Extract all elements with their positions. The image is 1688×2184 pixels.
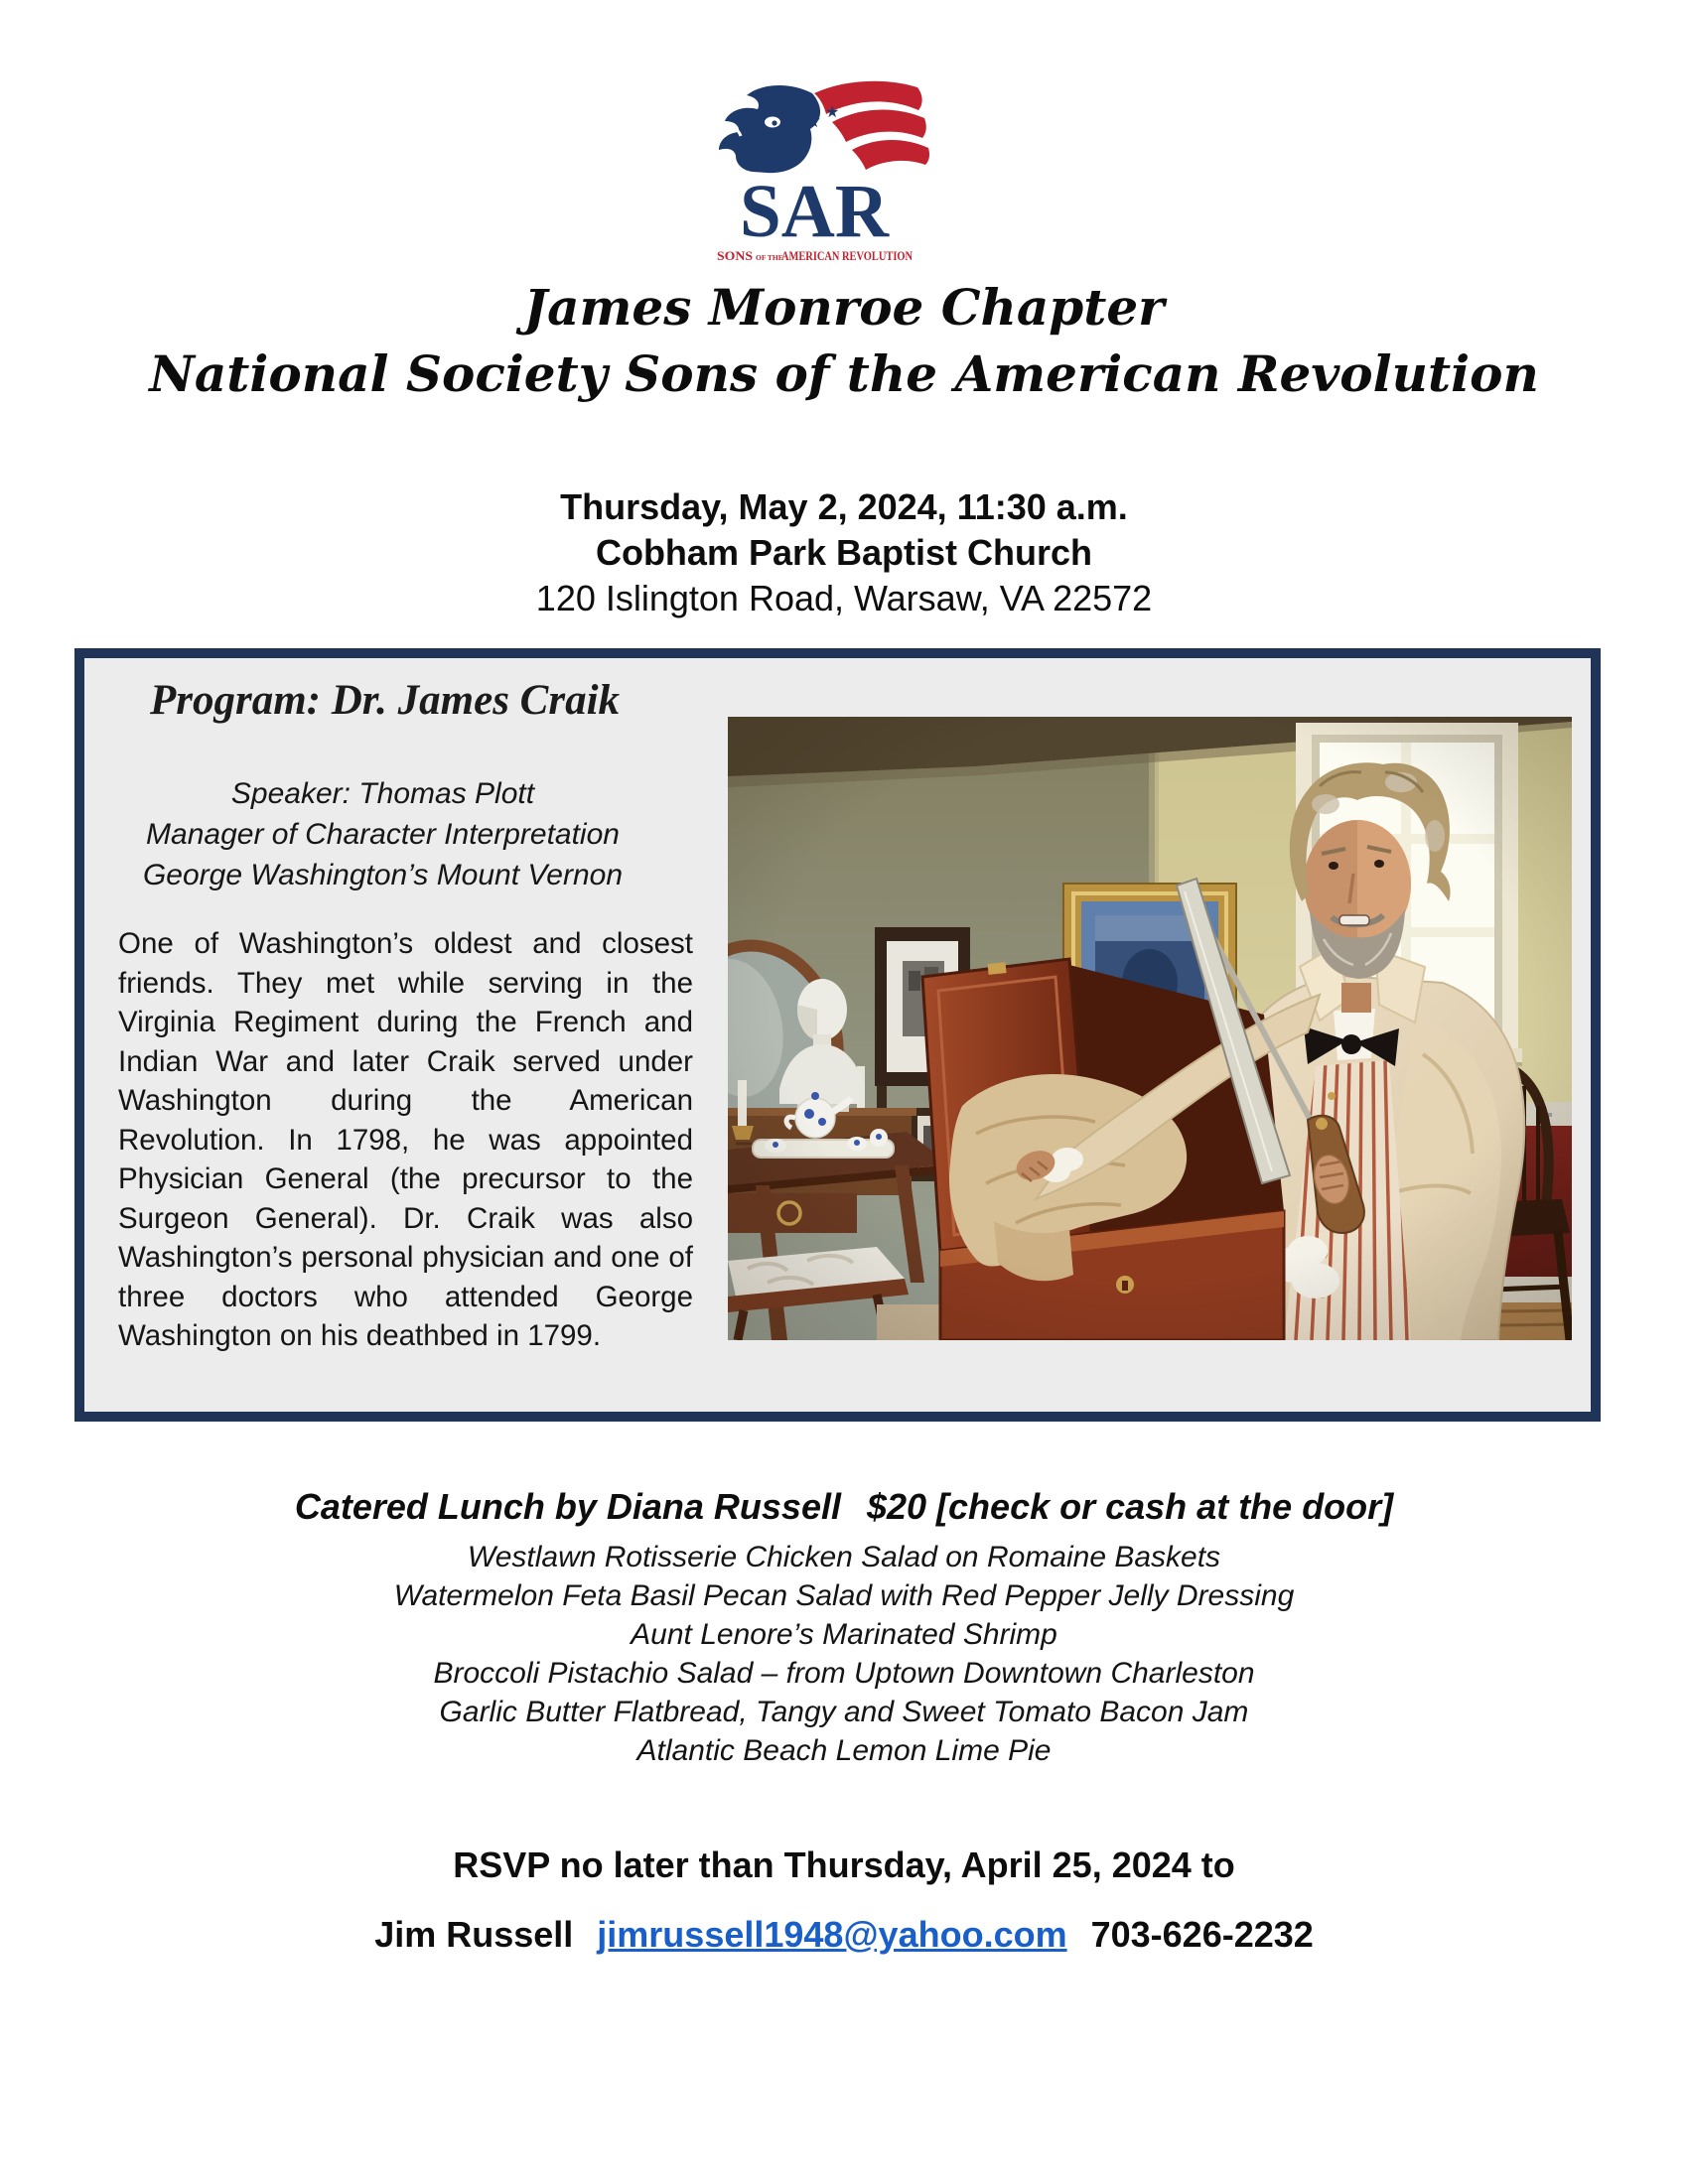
sar-logo — [695, 77, 933, 281]
lunch-title-main: Catered Lunch by Diana Russell — [294, 1486, 841, 1527]
menu-item: Garlic Butter Flatbread, Tangy and Sweet Tomato Bacon Jam — [439, 1696, 1249, 1728]
event-address: 120 Islington Road, Warsaw, VA 22572 — [535, 578, 1153, 618]
menu-item: Broccoli Pistachio Salad – from Uptown Downtown Charleston — [433, 1657, 1255, 1690]
contact-name: Jim Russell — [374, 1914, 574, 1955]
speaker-block — [112, 773, 653, 895]
flag-stripes-icon — [814, 81, 929, 170]
chapter-title-block — [0, 274, 1688, 407]
program-description: One of Washington’s oldest and closest friends. They met while serving in the Virginia Regiment during the French and Indian War and later Craik served under Washington during the American Revolution. In 1798, he was appointed Physician General (the precursor to the Surgeon General). Dr. Craik was also Washington’s personal physician and one of three doctors who attended George Washington on his deathbed in 1799. — [118, 927, 693, 1352]
event-datetime: Thursday, May 2, 2024, 11:30 a.m. — [560, 486, 1128, 527]
lunch-menu — [0, 1538, 1688, 1770]
speaker-role: Manager of Character Interpretation — [146, 818, 620, 851]
sar-logo-graphic — [695, 77, 933, 281]
logo-tagline-prefix: SONS — [717, 248, 753, 263]
speaker-org: George Washington’s Mount Vernon — [142, 859, 624, 891]
menu-item: Watermelon Feta Basil Pecan Salad with Red Pepper Jelly Dressing — [393, 1579, 1295, 1612]
menu-item: Atlantic Beach Lemon Lime Pie — [636, 1734, 1052, 1767]
menu-item: Westlawn Rotisserie Chicken Salad on Romaine Baskets — [467, 1541, 1221, 1573]
menu-item: Aunt Lenore’s Marinated Shrimp — [631, 1618, 1057, 1651]
logo-tagline-suffix: AMERICAN REVOLUTION — [781, 248, 914, 263]
event-info-block — [0, 484, 1688, 621]
rsvp-line: RSVP no later than Thursday, April 25, 2024 to — [453, 1844, 1235, 1885]
logo-tagline-small: OF THE — [756, 253, 783, 262]
program-title: Program: Dr. James Craik — [150, 677, 621, 724]
svg-text:★: ★ — [804, 110, 822, 132]
lunch-title-price: $20 [check or cash at the door] — [866, 1486, 1394, 1527]
contact-phone: 703-626-2232 — [1090, 1914, 1314, 1955]
email-link[interactable]: jimrussell1948@yahoo.com — [597, 1914, 1067, 1955]
svg-text:★: ★ — [786, 124, 801, 143]
society-name: National Society Sons of the American Revolution — [149, 344, 1539, 403]
lunch-section — [0, 1485, 1688, 1770]
event-venue: Cobham Park Baptist Church — [595, 532, 1093, 573]
contact-line — [0, 1914, 1688, 1956]
lunch-title — [0, 1485, 1688, 1529]
speaker-photo — [728, 717, 1572, 1340]
logo-acronym: SAR — [740, 170, 891, 253]
svg-text:★: ★ — [825, 102, 840, 121]
speaker-name: Speaker: Thomas Plott — [230, 777, 535, 810]
chapter-name: James Monroe Chapter — [523, 278, 1165, 337]
program-panel — [74, 648, 1601, 1422]
